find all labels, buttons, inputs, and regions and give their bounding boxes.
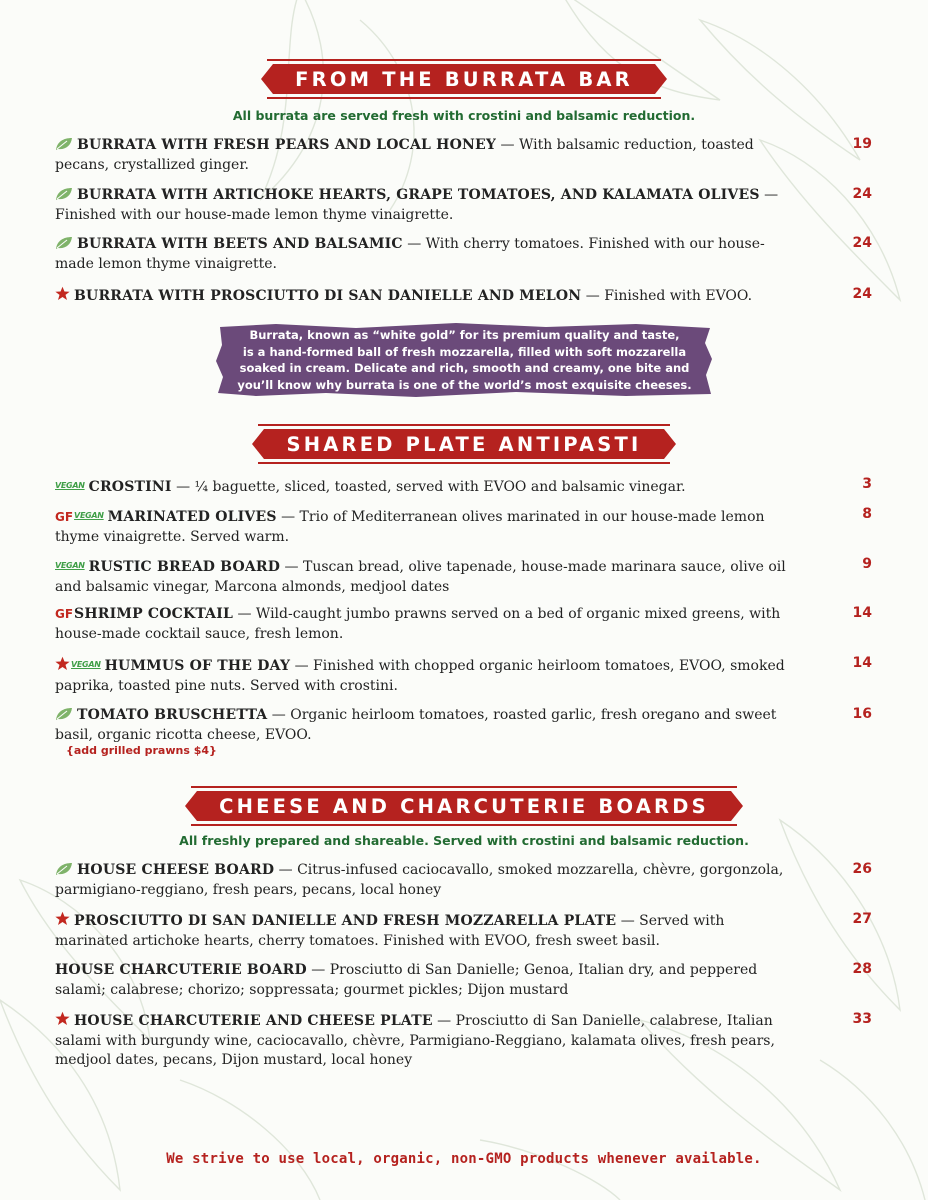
item-price: 8	[862, 506, 872, 522]
item-name: SHRIMP COCKTAIL	[74, 606, 234, 622]
item-name: HOUSE CHARCUTERIE BOARD	[55, 962, 307, 978]
gf-icon: GF	[55, 510, 74, 524]
item-price: 19	[852, 136, 872, 152]
item-price: 26	[852, 861, 872, 877]
item-price: 24	[852, 235, 872, 251]
leaf-icon	[55, 236, 73, 250]
item-name: TOMATO BRUSCHETTA	[77, 707, 268, 723]
item-description: — Served with marinated artichoke hearts, cherry tomatoes. Finished with EVOO, fresh sweet basil.	[55, 913, 725, 949]
item-description: — Finished with our house-made lemon thyme vinaigrette.	[55, 187, 779, 223]
item-description: — With cherry tomatoes. Finished with our house-made lemon thyme vinaigrette.	[55, 236, 765, 272]
item-description: — Tuscan bread, olive tapenade, house-made marinara sauce, olive oil and balsamic vinegar, Marcona almonds, medjool dates	[55, 559, 786, 595]
menu-item	[55, 911, 790, 951]
menu-item	[55, 706, 790, 745]
leaf-icon	[55, 187, 73, 201]
item-description: — Prosciutto di San Danielle, calabrese, Italian salami with burgundy wine, caciocavallo, chèvre, Parmigiano-Reggiano, kalamata olives, fresh pears, medjool dates, pecans, Dijon mustard, local honey	[55, 1013, 775, 1068]
section-note: All burrata are served fresh with crostini and balsamic reduction.	[232, 108, 696, 123]
star-icon	[55, 911, 70, 926]
item-description: — Organic heirloom tomatoes, roasted garlic, fresh oregano and sweet basil, organic ricotta cheese, EVOO.	[55, 707, 777, 743]
menu-item	[55, 861, 790, 900]
vegan-icon: VEGAN	[74, 511, 104, 520]
menu-item	[55, 186, 790, 225]
item-name: HOUSE CHARCUTERIE AND CHEESE PLATE	[74, 1013, 433, 1029]
item-name: CROSTINI	[88, 479, 172, 495]
callout-line: soaked in cream. Delicate and rich, smooth and creamy, one bite and	[239, 361, 690, 375]
footer-note: We strive to use local, organic, non-GMO products whenever available.	[166, 1151, 762, 1167]
gf-icon: GF	[55, 607, 74, 621]
section-note: All freshly prepared and shareable. Served with crostini and balsamic reduction.	[179, 833, 749, 848]
section-banner-burrata	[0, 64, 928, 94]
item-price: 9	[862, 556, 872, 572]
menu-item	[55, 286, 790, 307]
item-description: — With balsamic reduction, toasted pecans, crystallized ginger.	[55, 137, 754, 173]
menu-item	[55, 556, 790, 597]
leaf-icon	[55, 137, 73, 151]
item-description: — ¼ baguette, sliced, toasted, served with EVOO and balsamic vinegar.	[171, 479, 686, 495]
menu-item	[55, 961, 790, 1000]
vegan-icon: VEGAN	[71, 660, 101, 669]
callout-line: Burrata, known as “white gold” for its premium quality and taste,	[249, 328, 680, 342]
item-price: 14	[852, 655, 872, 671]
item-name: HOUSE CHEESE BOARD	[77, 862, 275, 878]
star-icon	[55, 1011, 70, 1026]
item-price: 16	[852, 706, 872, 722]
item-addon: {add grilled prawns $4}	[66, 744, 217, 757]
menu-item	[55, 235, 790, 274]
item-price: 14	[852, 605, 872, 621]
item-price: 28	[852, 961, 872, 977]
item-description: — Citrus-infused caciocavallo, smoked mozzarella, chèvre, gorgonzola, parmigiano-reggiano, fresh pears, pecans, local honey	[55, 862, 784, 898]
item-price: 24	[852, 186, 872, 202]
menu-item	[55, 136, 790, 175]
item-price: 27	[852, 911, 872, 927]
item-description: — Finished with chopped organic heirloom tomatoes, EVOO, smoked paprika, toasted pine nuts. Served with crostini.	[55, 658, 785, 694]
menu-item	[55, 476, 790, 498]
item-name: BURRATA WITH BEETS AND BALSAMIC	[77, 236, 403, 252]
section-banner-cheese-charcuterie	[0, 791, 928, 821]
menu-item	[55, 605, 790, 644]
star-icon	[55, 286, 70, 301]
vegan-icon: VEGAN	[55, 561, 85, 570]
menu-item	[55, 655, 790, 696]
section-title: FROM THE BURRATA BAR	[295, 67, 633, 91]
item-price: 33	[852, 1011, 872, 1027]
section-title: CHEESE AND CHARCUTERIE BOARDS	[219, 794, 709, 818]
item-name: HUMMUS OF THE DAY	[104, 658, 291, 674]
item-price: 24	[852, 286, 872, 302]
item-name: PROSCIUTTO DI SAN DANIELLE AND FRESH MOZZARELLA PLATE	[74, 913, 617, 929]
item-name: BURRATA WITH FRESH PEARS AND LOCAL HONEY	[77, 137, 497, 153]
callout-line: you’ll know why burrata is one of the world’s most exquisite cheeses.	[237, 377, 692, 392]
vegan-icon: VEGAN	[55, 481, 85, 490]
item-description: — Finished with EVOO.	[581, 288, 753, 304]
callout-line: is a hand-formed ball of fresh mozzarella, filled with soft mozzarella	[242, 344, 687, 359]
burrata-info-callout	[216, 323, 713, 397]
item-name: BURRATA WITH PROSCIUTTO DI SAN DANIELLE AND MELON	[74, 288, 582, 304]
menu-item	[55, 1011, 790, 1071]
item-name: RUSTIC BREAD BOARD	[88, 559, 281, 575]
section-banner-antipasti	[0, 429, 928, 459]
section-title: SHARED PLATE ANTIPASTI	[286, 432, 642, 456]
menu-item	[55, 506, 790, 547]
item-description: — Prosciutto di San Danielle; Genoa, Italian dry, and peppered salami; calabrese; chorizo; soppressata; gourmet pickles; Dijon mustard	[55, 962, 758, 998]
item-name: MARINATED OLIVES	[107, 509, 277, 525]
item-description: — Wild-caught jumbo prawns served on a bed of organic mixed greens, with house-made cocktail sauce, fresh lemon.	[55, 606, 781, 642]
item-price: 3	[862, 476, 872, 492]
star-icon	[55, 656, 70, 671]
item-name: BURRATA WITH ARTICHOKE HEARTS, GRAPE TOMATOES, AND KALAMATA OLIVES	[77, 187, 760, 203]
leaf-icon	[55, 862, 73, 876]
leaf-icon	[55, 707, 73, 721]
item-description: — Trio of Mediterranean olives marinated in our house-made lemon thyme vinaigrette. Served warm.	[55, 509, 765, 545]
